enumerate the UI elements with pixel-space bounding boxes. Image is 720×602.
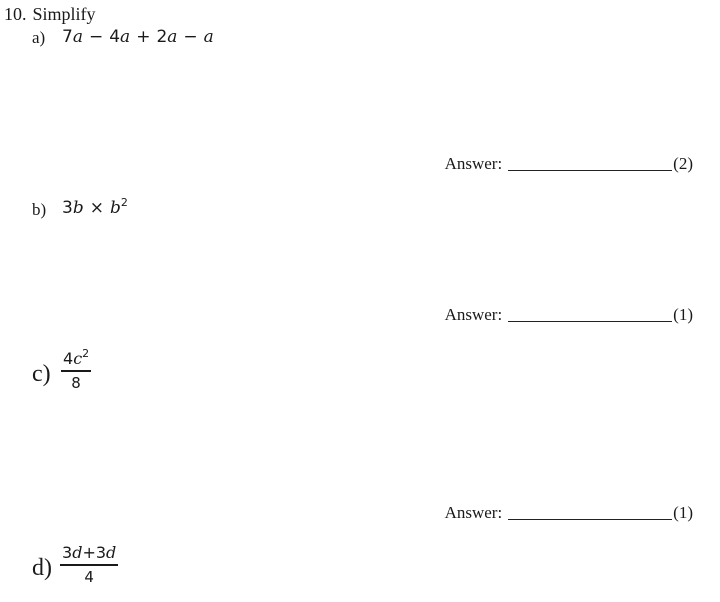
part-c-answer-row (445, 503, 693, 523)
answer-label: Answer: (444, 503, 503, 522)
marks-badge: (2) (673, 154, 693, 173)
fraction-numerator: 3d+3d (62, 543, 117, 562)
answer-label: Answer: (444, 154, 503, 173)
part-c-label: c) (32, 361, 51, 387)
fraction-denominator: 4 (84, 567, 94, 586)
question-number: 10. (4, 4, 27, 24)
answer-label: Answer: (444, 305, 503, 324)
question-title: Simplify (32, 4, 96, 24)
part-d-label: d) (32, 555, 52, 581)
part-a-answer-row (445, 154, 693, 174)
part-b-answer-row (445, 305, 693, 325)
fraction-numerator: $4c^2$ (63, 347, 90, 368)
question-header (4, 4, 96, 25)
answer-line[interactable] (508, 156, 672, 171)
fraction-denominator: 8 (71, 373, 81, 392)
marks-badge: (1) (673, 305, 693, 324)
part-a-expression: 7a − 4a + 2a − a (62, 27, 214, 47)
part-b-label: b) (32, 200, 47, 219)
part-d-fraction (60, 544, 118, 586)
answer-line[interactable] (508, 307, 672, 322)
part-b-expression: $3b \times b^2$ (62, 196, 128, 218)
part-a-label: a) (32, 28, 46, 47)
answer-line[interactable] (508, 505, 672, 520)
part-c-fraction (61, 347, 91, 392)
marks-badge: (1) (673, 503, 693, 522)
